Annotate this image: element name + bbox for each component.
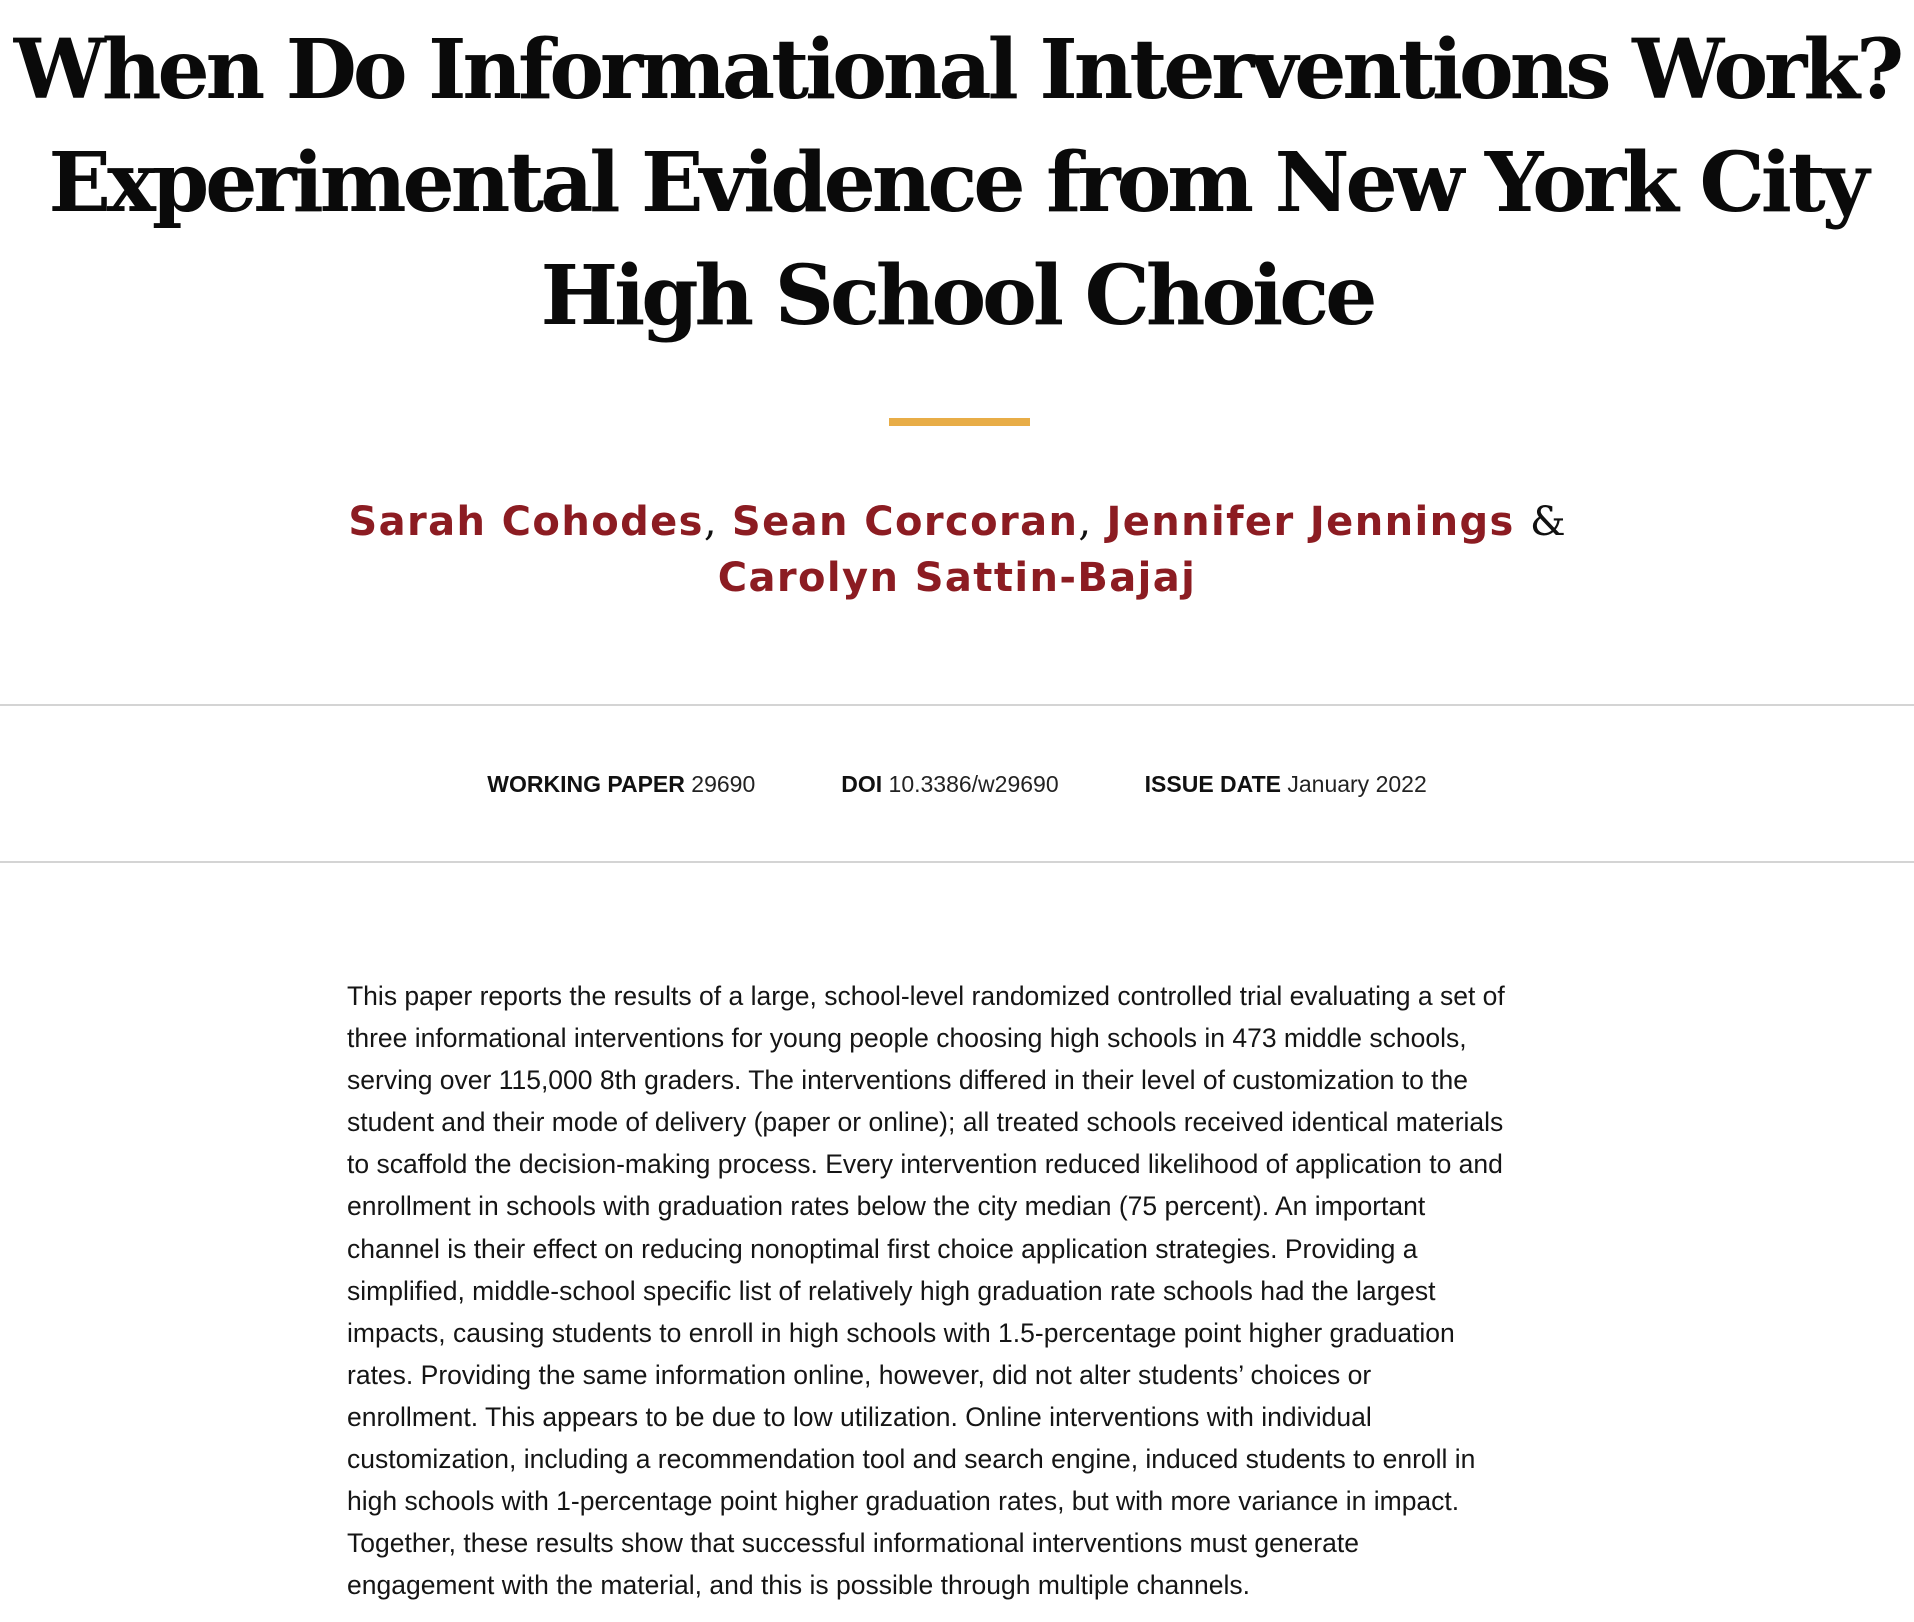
doi-meta [841, 768, 1058, 800]
abstract-text [347, 975, 1587, 1606]
abstract-line: student and their mode of delivery (paper or online); all treated schools received identical materials [347, 1107, 1504, 1138]
issue-date-label: ISSUE DATE [1144, 771, 1281, 797]
working-paper-number: 29690 [691, 771, 756, 797]
abstract-line: rates. Providing the same information online, however, did not alter students’ choices or [347, 1359, 1372, 1390]
abstract-line: channel is their effect on reducing nonoptimal first choice application strategies. Providing a [347, 1233, 1418, 1264]
abstract-line: enrollment. This appears to be due to low utilization. Online interventions with individual [347, 1401, 1372, 1432]
divider-top [0, 704, 1914, 706]
issue-date-value: January 2022 [1287, 771, 1427, 797]
abstract-line: three informational interventions for young people choosing high schools in 473 middle schools, [347, 1023, 1467, 1054]
author-link-carolyn-sattin-bajaj[interactable]: Carolyn Sattin-Bajaj [717, 555, 1197, 601]
abstract-line: impacts, causing students to enroll in high schools with 1.5-percentage point higher graduation [347, 1317, 1455, 1348]
abstract-line: serving over 115,000 8th graders. The interventions differed in their level of customization to the [347, 1065, 1469, 1096]
abstract-line: customization, including a recommendation tool and search engine, induced students to enroll in [347, 1444, 1476, 1475]
title-line: When Do Informational Interventions Work? [13, 22, 1901, 118]
abstract-line: This paper reports the results of a large, school-level randomized controlled trial evaluating a set of [347, 981, 1505, 1011]
title-line: Experimental Evidence from New York City [48, 135, 1866, 231]
author-line [0, 494, 1914, 550]
author-separator: & [1530, 499, 1566, 545]
author-separator: , [1078, 499, 1092, 545]
author-separator: , [703, 499, 717, 545]
title-line: High School Choice [540, 248, 1374, 344]
abstract-line: simplified, middle-school specific list of relatively high graduation rate schools had the largest [347, 1275, 1436, 1306]
title-accent-rule [889, 418, 1030, 426]
page-title [0, 14, 1914, 353]
doi-label: DOI [841, 771, 883, 797]
issue-date-meta [1145, 768, 1427, 800]
paper-meta-row [0, 768, 1914, 800]
working-paper-label: WORKING PAPER [487, 771, 685, 797]
author-line [0, 550, 1914, 606]
author-link-jennifer-jennings[interactable]: Jennifer Jennings [1106, 499, 1515, 545]
author-list [0, 494, 1914, 606]
divider-bottom [0, 861, 1914, 863]
abstract-line: Together, these results show that successful informational interventions must generate [347, 1528, 1359, 1559]
abstract-line: high schools with 1-percentage point higher graduation rates, but with more variance in impact. [347, 1486, 1460, 1517]
doi-value: 10.3386/w29690 [888, 771, 1059, 797]
abstract-line: enrollment in schools with graduation rates below the city median (75 percent). An important [347, 1191, 1426, 1222]
author-link-sarah-cohodes[interactable]: Sarah Cohodes [348, 499, 704, 545]
abstract-line: engagement with the material, and this is possible through multiple channels. [347, 1570, 1250, 1601]
author-link-sean-corcoran[interactable]: Sean Corcoran [731, 499, 1079, 545]
working-paper-meta [487, 768, 755, 800]
abstract-line: to scaffold the decision-making process. Every intervention reduced likelihood of application to and [347, 1149, 1503, 1180]
